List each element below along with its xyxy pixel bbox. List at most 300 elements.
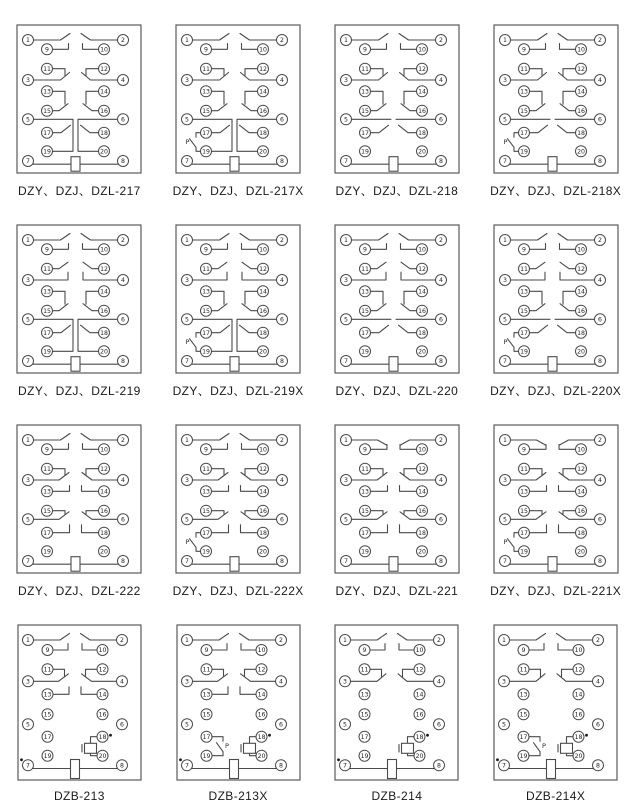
contact-wire xyxy=(557,674,593,682)
contact-wire xyxy=(212,69,225,76)
terminal-number: 6 xyxy=(596,721,601,729)
wire xyxy=(196,333,201,338)
terminal-number: 15 xyxy=(202,711,211,719)
terminal-number: 20 xyxy=(100,548,109,556)
terminal-number: 9 xyxy=(204,246,209,254)
terminal-number: 5 xyxy=(343,316,348,324)
terminal-number: 15 xyxy=(202,507,211,515)
diagram-border xyxy=(18,625,141,780)
terminal-number: 18 xyxy=(576,529,585,537)
terminal-number: 18 xyxy=(259,329,268,337)
contact-wire xyxy=(400,473,436,481)
contact-wire xyxy=(241,486,258,492)
coil-symbol xyxy=(70,760,79,779)
terminal-number: 20 xyxy=(100,348,109,356)
terminal-number: 10 xyxy=(259,246,268,254)
contact-wire xyxy=(557,634,593,641)
contact-wire xyxy=(351,234,388,241)
terminal-number: 15 xyxy=(519,507,528,515)
diagram-border xyxy=(494,425,618,573)
terminal-number: 18 xyxy=(417,129,426,137)
diagram-label: DZY、DZJ、DZL-221 xyxy=(335,584,459,598)
diagram-label: DZB-213X xyxy=(208,789,268,803)
contact-wire xyxy=(212,44,228,50)
wire xyxy=(567,737,574,744)
contact-wire xyxy=(403,669,415,677)
terminal-number: 7 xyxy=(26,158,31,166)
terminal-number: 17 xyxy=(519,733,528,741)
terminal-number: 7 xyxy=(185,158,190,166)
terminal-number: 7 xyxy=(502,558,507,566)
terminal-number: 12 xyxy=(576,265,585,273)
terminal-number: 5 xyxy=(25,721,30,729)
terminal-number: 9 xyxy=(521,46,526,54)
terminal-number: 7 xyxy=(343,158,348,166)
contact-wire xyxy=(351,634,387,641)
terminal-number: 13 xyxy=(519,488,528,496)
terminal-number: 14 xyxy=(417,488,426,496)
contact-wire xyxy=(80,634,116,641)
terminal-number: 19 xyxy=(519,348,528,356)
terminal-number: 10 xyxy=(259,46,268,54)
terminal-number: 4 xyxy=(438,277,443,285)
terminal-number: 6 xyxy=(280,516,285,524)
contact-wire xyxy=(212,91,225,104)
contact-wire xyxy=(510,473,546,481)
relay-diagram-cell xyxy=(184,619,283,803)
terminal-number: 4 xyxy=(596,678,601,686)
coil-symbol xyxy=(389,157,398,172)
terminal-number: 5 xyxy=(185,316,190,324)
relay-schematic xyxy=(488,619,623,786)
relay-schematic xyxy=(11,419,147,579)
contact-wire xyxy=(212,304,228,311)
p-switch-label: P xyxy=(542,742,547,751)
contact-wire xyxy=(563,469,576,475)
contact-wire xyxy=(34,319,74,351)
terminal-number: 19 xyxy=(202,148,211,156)
terminal-number: 6 xyxy=(121,316,126,324)
contact-wire xyxy=(399,34,436,41)
contact-wire xyxy=(212,125,230,133)
terminal-number: 9 xyxy=(362,46,367,54)
contact-wire xyxy=(239,634,275,641)
holding-block-symbol xyxy=(561,743,573,753)
contact-wire xyxy=(529,644,544,651)
terminal-number: 18 xyxy=(98,733,107,741)
contact-wire xyxy=(557,325,575,333)
terminal-number: 16 xyxy=(259,507,268,515)
terminal-number: 20 xyxy=(417,548,426,556)
contact-wire xyxy=(370,244,386,250)
contact-wire xyxy=(558,525,575,533)
contact-wire xyxy=(529,262,545,269)
terminal-number: 15 xyxy=(43,307,52,315)
p-switch-label: P xyxy=(185,538,190,547)
terminal-number: 14 xyxy=(100,88,109,96)
relay-diagram-cell xyxy=(490,19,622,198)
contact-wire xyxy=(245,69,258,76)
contact-wire xyxy=(240,34,277,41)
contact-wire xyxy=(193,234,230,241)
terminal-number: 16 xyxy=(576,107,585,115)
contact-wire xyxy=(83,44,99,50)
diagram-border xyxy=(177,625,300,780)
diagram-label: DZY、DZJ、DZL-218X xyxy=(490,184,622,198)
contact-wire xyxy=(212,262,228,269)
terminal-number: 9 xyxy=(45,246,50,254)
polarity-dot xyxy=(20,758,23,761)
terminal-number: 10 xyxy=(574,647,583,655)
terminal-number: 9 xyxy=(45,647,50,655)
terminal-number: 20 xyxy=(574,752,583,760)
contact-wire xyxy=(351,674,387,682)
relay-schematic xyxy=(171,619,306,786)
terminal-number: 5 xyxy=(184,721,189,729)
contact-wire xyxy=(563,511,576,515)
contact-wire xyxy=(244,669,256,676)
contact-wire xyxy=(529,69,542,76)
terminal-number: 15 xyxy=(519,711,528,719)
relay-schematic xyxy=(170,19,306,179)
contact-wire xyxy=(245,291,258,304)
terminal-number: 12 xyxy=(259,65,268,73)
contact-wire xyxy=(562,669,574,677)
terminal-number: 13 xyxy=(202,88,211,96)
coil-symbol xyxy=(230,357,239,372)
contact-wire xyxy=(404,291,417,304)
diagram-label: DZY、DZJ、DZL-217X xyxy=(172,184,304,198)
contact-wire xyxy=(558,73,594,81)
terminal-number: 16 xyxy=(574,711,583,719)
contact-wire xyxy=(193,119,233,151)
terminal-number: 12 xyxy=(259,465,268,473)
contact-wire xyxy=(560,104,576,111)
contact-wire xyxy=(404,91,417,104)
diagram-border xyxy=(335,25,459,173)
contact-wire xyxy=(370,91,383,104)
terminal-number: 10 xyxy=(415,647,424,655)
contact-wire xyxy=(529,669,541,677)
terminal-number: 2 xyxy=(119,637,124,645)
terminal-number: 9 xyxy=(204,647,209,655)
terminal-number: 18 xyxy=(259,529,268,537)
contact-wire xyxy=(53,511,66,515)
wire xyxy=(212,752,223,756)
terminal-number: 7 xyxy=(25,762,30,770)
terminal-number: 2 xyxy=(437,637,442,645)
contact-wire xyxy=(559,473,595,481)
relay-diagram-cell xyxy=(172,419,304,598)
terminal-number: 18 xyxy=(259,129,268,137)
relay-diagram-cell xyxy=(18,19,141,198)
schematic-svg xyxy=(329,219,465,379)
wire xyxy=(507,339,514,348)
p-switch-label: P xyxy=(503,538,508,547)
contact-wire xyxy=(192,674,227,682)
terminal-number: 5 xyxy=(343,721,348,729)
contact-wire xyxy=(242,244,258,250)
terminal-number: 19 xyxy=(519,548,528,556)
holding-block-symbol xyxy=(402,743,414,753)
relay-diagram-cell xyxy=(335,419,459,598)
coil-symbol xyxy=(230,157,239,172)
wire xyxy=(514,333,519,338)
diagram-label: DZY、DZJ、DZL-218 xyxy=(335,184,459,198)
terminal-number: 4 xyxy=(438,77,443,85)
contact-wire xyxy=(240,434,277,441)
terminal-number: 10 xyxy=(417,46,426,54)
terminal-number: 18 xyxy=(576,129,585,137)
terminal-number: 18 xyxy=(257,733,266,741)
contact-wire xyxy=(563,69,576,76)
terminal-number: 2 xyxy=(280,437,285,445)
terminal-number: 5 xyxy=(185,516,190,524)
contact-wire xyxy=(83,444,99,450)
contact-wire xyxy=(53,486,70,492)
diagram-label: DZY、DZJ、DZL-221X xyxy=(490,584,622,598)
diagram-label: DZB-213 xyxy=(53,789,105,803)
contact-wire xyxy=(53,44,69,50)
p-switch-label: P xyxy=(503,338,508,347)
terminal-number: 5 xyxy=(502,516,507,524)
terminal-number: 20 xyxy=(415,752,424,760)
terminal-number: 16 xyxy=(417,507,426,515)
terminal-number: 9 xyxy=(521,446,526,454)
terminal-number: 13 xyxy=(43,88,52,96)
schematic-svg xyxy=(329,619,464,786)
terminal-number: 17 xyxy=(43,733,52,741)
terminal-number: 2 xyxy=(597,37,602,45)
terminal-number: 3 xyxy=(502,477,507,485)
terminal-number: 19 xyxy=(519,148,528,156)
coil-symbol xyxy=(547,760,556,779)
contact-wire xyxy=(245,91,258,104)
terminal-number: 3 xyxy=(185,277,190,285)
coil-symbol xyxy=(389,357,398,372)
contact-wire xyxy=(34,73,70,81)
contact-wire xyxy=(563,91,576,104)
terminal-number: 19 xyxy=(360,548,369,556)
terminal-number: 18 xyxy=(100,529,109,537)
terminal-number: 8 xyxy=(280,358,285,366)
contact-wire xyxy=(53,291,66,304)
relay-diagram-cell xyxy=(335,19,459,198)
contact-wire xyxy=(351,73,387,81)
terminal-number: 11 xyxy=(519,265,528,273)
terminal-number: 4 xyxy=(597,277,602,285)
schematic-svg xyxy=(171,619,306,786)
diagram-label: DZY、DZJ、DZL-219X xyxy=(172,384,304,398)
terminal-number: 2 xyxy=(438,237,443,245)
contact-wire xyxy=(212,325,230,333)
contact-wire xyxy=(404,69,417,76)
contact-wire xyxy=(81,434,118,441)
contact-wire xyxy=(237,119,277,151)
contact-wire xyxy=(81,234,118,241)
contact-wire xyxy=(370,125,388,133)
relay-diagram-cell xyxy=(490,419,622,598)
contact-wire xyxy=(558,644,573,651)
coil-symbol xyxy=(389,557,398,572)
wire xyxy=(216,743,223,752)
terminal-number: 15 xyxy=(202,107,211,115)
contact-wire xyxy=(560,262,576,269)
terminal-number: 12 xyxy=(100,65,109,73)
contact-wire xyxy=(83,244,99,250)
contact-wire xyxy=(53,244,69,250)
diagram-label: DZY、DZJ、DZL-220 xyxy=(335,384,459,398)
terminal-number: 17 xyxy=(43,329,52,337)
p-switch-label: P xyxy=(185,138,190,147)
terminal-number: 15 xyxy=(360,711,369,719)
terminal-number: 11 xyxy=(360,65,369,73)
p-switch-label: P xyxy=(503,138,508,147)
terminal-number: 8 xyxy=(280,558,285,566)
terminal-number: 15 xyxy=(360,507,369,515)
schematic-svg xyxy=(488,419,624,579)
contact-wire xyxy=(242,444,258,450)
terminal-number: 1 xyxy=(25,637,30,645)
contact-wire xyxy=(82,644,97,651)
terminal-number: 12 xyxy=(574,666,583,674)
contact-wire xyxy=(529,304,545,311)
terminal-number: 20 xyxy=(100,148,109,156)
contact-wire xyxy=(241,525,258,533)
terminal-number: 12 xyxy=(98,666,107,674)
terminal-number: 1 xyxy=(502,437,507,445)
polarity-dot xyxy=(179,758,182,761)
holding-block-symbol xyxy=(84,743,96,753)
terminal-number: 14 xyxy=(417,88,426,96)
terminal-number: 8 xyxy=(437,762,442,770)
terminal-number: 8 xyxy=(597,158,602,166)
contact-wire xyxy=(240,687,256,695)
terminal-number: 4 xyxy=(280,277,285,285)
terminal-number: 10 xyxy=(100,246,109,254)
terminal-number: 6 xyxy=(119,721,124,729)
terminal-number: 17 xyxy=(360,733,369,741)
contact-wire xyxy=(529,291,542,304)
terminal-number: 9 xyxy=(521,647,526,655)
terminal-number: 15 xyxy=(43,107,52,115)
terminal-number: 1 xyxy=(502,37,507,45)
terminal-number: 14 xyxy=(259,488,268,496)
terminal-number: 2 xyxy=(596,637,601,645)
terminal-number: 4 xyxy=(278,678,283,686)
contact-wire xyxy=(193,319,233,351)
terminal-number: 14 xyxy=(259,288,268,296)
terminal-number: 15 xyxy=(43,507,52,515)
terminal-number: 5 xyxy=(26,516,31,524)
terminal-number: 14 xyxy=(415,691,424,699)
contact-wire xyxy=(212,291,225,304)
coil-symbol xyxy=(548,357,557,372)
terminal-number: 15 xyxy=(519,307,528,315)
terminal-number: 13 xyxy=(202,288,211,296)
wire xyxy=(190,539,197,548)
relay-diagram-cell xyxy=(172,19,304,198)
contact-wire xyxy=(212,644,227,651)
contact-wire xyxy=(193,73,229,81)
terminal-number: 20 xyxy=(417,148,426,156)
relay-schematic xyxy=(11,19,147,179)
terminal-number: 9 xyxy=(362,446,367,454)
contact-wire xyxy=(559,440,594,445)
terminal-number: 16 xyxy=(417,107,426,115)
coil-symbol xyxy=(71,557,80,572)
terminal-number: 2 xyxy=(280,37,285,45)
terminal-number: 7 xyxy=(502,158,507,166)
terminal-number: 14 xyxy=(574,691,583,699)
contact-wire xyxy=(81,34,118,41)
schematic-svg xyxy=(170,219,306,379)
terminal-number: 16 xyxy=(100,107,109,115)
p-switch-label: P xyxy=(224,742,229,751)
terminal-number: 2 xyxy=(280,237,285,245)
terminal-number: 7 xyxy=(185,358,190,366)
diagram-border xyxy=(17,425,141,573)
terminal-number: 3 xyxy=(343,77,348,85)
contact-wire xyxy=(558,234,595,241)
terminal-number: 10 xyxy=(417,246,426,254)
contact-wire xyxy=(212,244,228,250)
contact-wire xyxy=(400,244,416,250)
contact-wire xyxy=(241,473,277,481)
schematic-svg xyxy=(488,19,624,179)
contact-wire xyxy=(370,486,387,492)
terminal-number: 13 xyxy=(202,488,211,496)
terminal-number: 12 xyxy=(259,265,268,273)
contact-wire xyxy=(53,469,66,475)
contact-wire xyxy=(370,104,386,111)
terminal-number: 8 xyxy=(121,358,126,366)
terminal-number: 8 xyxy=(597,558,602,566)
terminal-number: 13 xyxy=(43,691,52,699)
contact-wire xyxy=(558,486,575,492)
contact-wire xyxy=(370,69,383,76)
terminal-number: 9 xyxy=(45,446,50,454)
wire xyxy=(408,737,415,744)
wire xyxy=(529,737,540,742)
terminal-number: 3 xyxy=(184,678,189,686)
terminal-number: 5 xyxy=(26,116,31,124)
terminal-number: 13 xyxy=(202,691,211,699)
terminal-number: 13 xyxy=(360,288,369,296)
wire xyxy=(212,737,223,742)
terminal-number: 11 xyxy=(519,65,528,73)
terminal-number: 11 xyxy=(202,666,211,674)
terminal-number: 13 xyxy=(360,488,369,496)
diagram-border xyxy=(494,225,618,373)
relay-diagram-cell xyxy=(18,419,141,598)
terminal-number: 5 xyxy=(502,316,507,324)
contact-wire xyxy=(242,44,258,50)
wire xyxy=(529,752,540,756)
terminal-number: 6 xyxy=(121,116,126,124)
relay-schematic xyxy=(170,419,306,579)
terminal-number: 1 xyxy=(343,437,348,445)
schematic-svg xyxy=(329,19,465,179)
terminal-number: 3 xyxy=(26,477,31,485)
terminal-number: 6 xyxy=(597,116,602,124)
wire xyxy=(196,547,201,551)
terminal-number: 11 xyxy=(202,65,211,73)
terminal-number: 17 xyxy=(202,529,211,537)
terminal-number: 3 xyxy=(502,77,507,85)
terminal-number: 20 xyxy=(259,148,268,156)
relay-schematic xyxy=(329,619,464,786)
